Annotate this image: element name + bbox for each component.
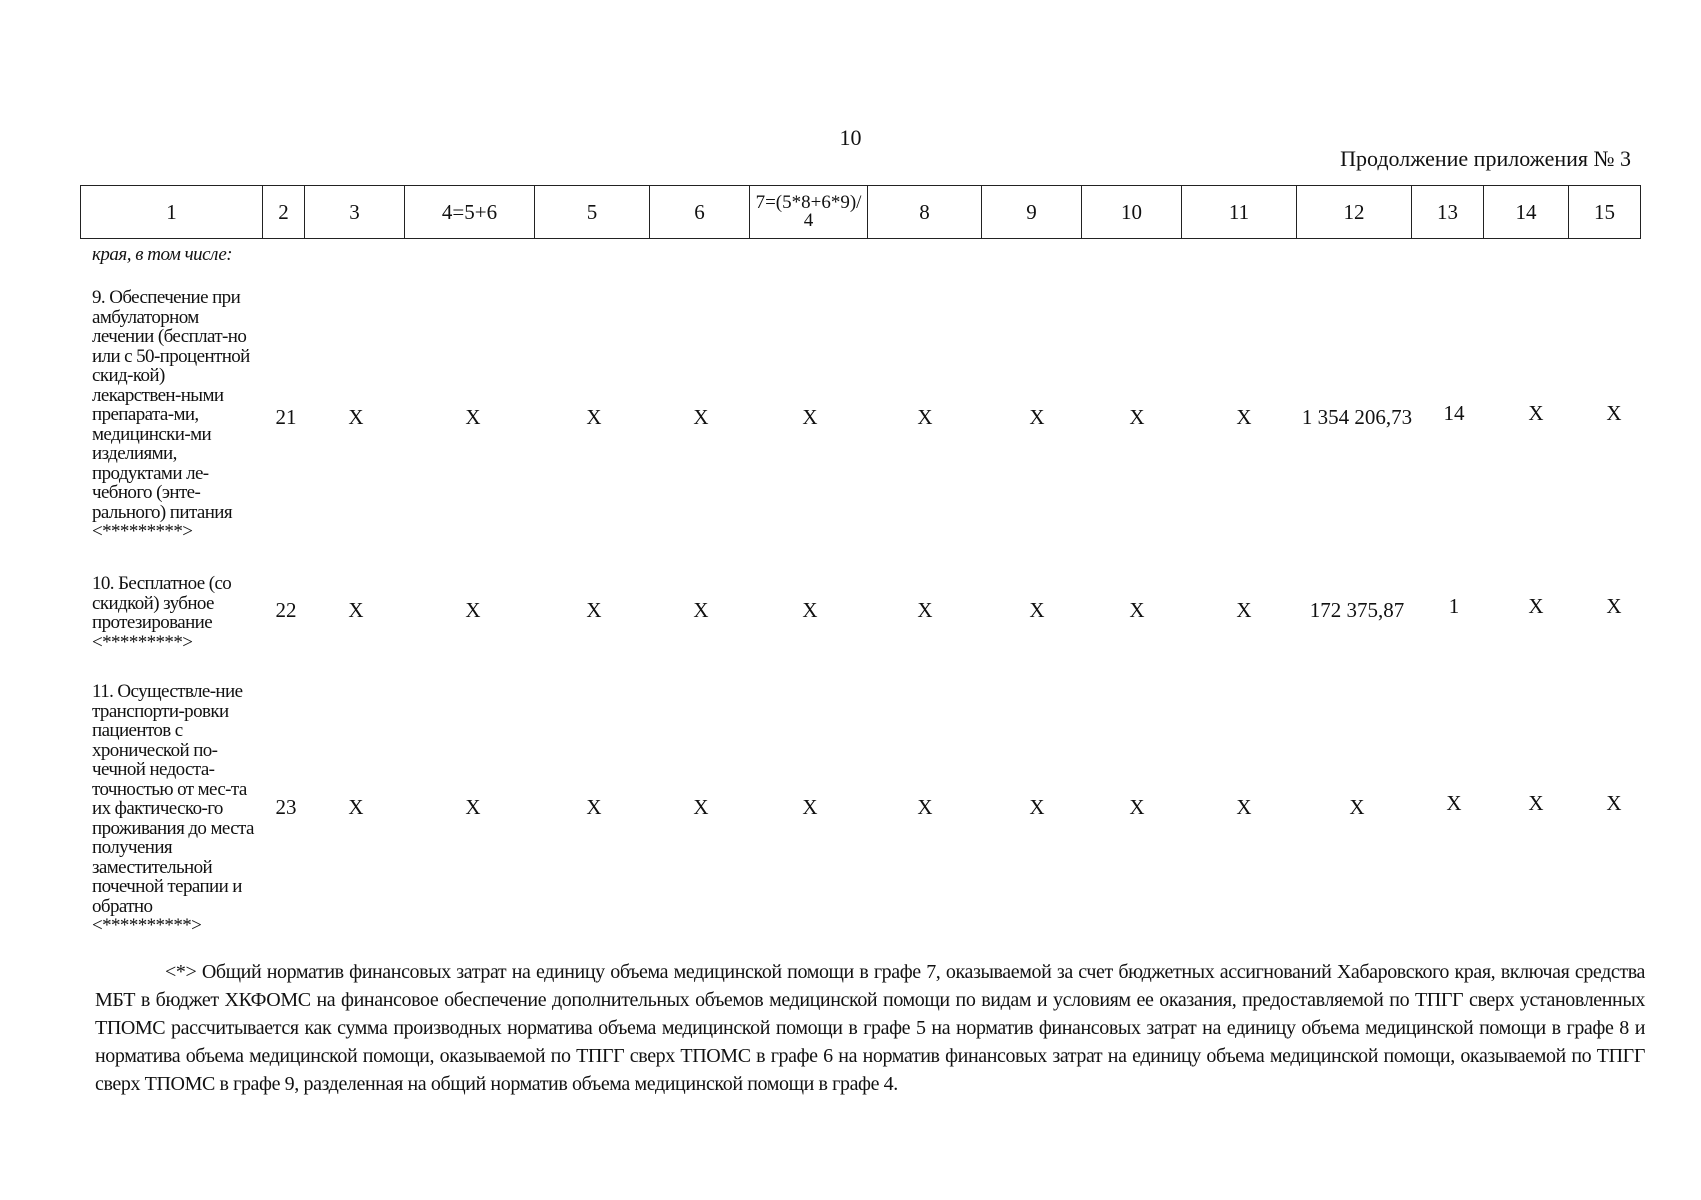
- page-number: 10: [839, 125, 862, 150]
- table-cell: X: [465, 795, 481, 819]
- table-cell: X: [1528, 401, 1544, 425]
- table-cell: 1: [1448, 594, 1460, 618]
- table-cell: X: [1236, 795, 1252, 819]
- table-cell: 1 354 206,73: [1301, 405, 1413, 429]
- table-cell: X: [465, 598, 481, 622]
- table-cell: X: [348, 598, 364, 622]
- table-cell: X: [917, 598, 933, 622]
- table-cell: X: [917, 795, 933, 819]
- table-cell: X: [917, 405, 933, 429]
- table-cell: X: [693, 598, 709, 622]
- table-cell: X: [1606, 401, 1622, 425]
- header-cell: 11: [1182, 186, 1297, 239]
- header-cell: 13: [1412, 186, 1484, 239]
- header-cell: 3: [305, 186, 405, 239]
- table-cell: X: [1606, 791, 1622, 815]
- table-cell: X: [1029, 795, 1045, 819]
- row-label-9: 9. Обеспечение при амбулаторном лечении (бесплат-но или с 50-процентной скид-кой) лекарствен-ными препарата-ми, медицински-ми изделиями, продуктами ле-чебного (энте-рального) питания <*********>: [92, 287, 250, 542]
- header-cell: 1: [81, 186, 263, 239]
- table-cell: X: [802, 795, 818, 819]
- table-cell: X: [586, 405, 602, 429]
- row-number-cell: 23: [275, 795, 297, 819]
- footnote: [95, 958, 1645, 1098]
- header-cell: 2: [263, 186, 305, 239]
- column-header-table: [80, 185, 1641, 239]
- table-cell: X: [348, 795, 364, 819]
- table-cell: X: [348, 405, 364, 429]
- row-number-cell: 22: [275, 598, 297, 622]
- row-label-11: 11. Осуществле-ние транспорти-ровки пациентов с хронической по-чечной недоста-точностью от мес-та их фактическо-го проживания до места получения заместительной почечной терапии и обратно <**********>: [92, 681, 254, 936]
- table-cell: X: [802, 598, 818, 622]
- table-cell: X: [693, 405, 709, 429]
- header-cell: 15: [1569, 186, 1641, 239]
- header-cell: 5: [535, 186, 650, 239]
- table-cell: X: [1129, 598, 1145, 622]
- table-cell: X: [1349, 795, 1365, 819]
- table-cell: X: [1236, 405, 1252, 429]
- table-cell: X: [1029, 598, 1045, 622]
- table-cell: X: [802, 405, 818, 429]
- header-cell: 6: [650, 186, 750, 239]
- header-cell: 10: [1082, 186, 1182, 239]
- row-label-10: 10. Бесплатное (со скидкой) зубное протезирование <*********>: [92, 573, 232, 653]
- footnote-text: <*> Общий норматив финансовых затрат на единицу объема медицинской помощи в графе 7, оказываемой за счет бюджетных ассигнований Хабаровского края, включая средства МБТ в бюджет ХКФОМС на финансовое обеспечение дополнительных объемов медицинской помощи по видам и условиям ее оказания, предоставляемой по ТПГГ сверх установленных ТПОМС рассчитывается как сумма производных норматива объема медицинской помощи в графе 5 на норматив финансовых затрат на единицу объема медицинской помощи в графе 8 и норматива объема медицинской помощи, оказываемой по ТПГГ сверх ТПОМС в графе 6 на норматив финансовых затрат на единицу объема медицинской помощи, оказываемой по ТПГГ сверх ТПОМС в графе 9, разделенная на общий норматив объема медицинской помощи в графе 4.: [95, 961, 1645, 1095]
- header-row: [81, 186, 1641, 239]
- table-cell: X: [1446, 791, 1462, 815]
- table-cell: X: [1528, 594, 1544, 618]
- header-cell: 12: [1297, 186, 1412, 239]
- header-cell: 9: [982, 186, 1082, 239]
- header-cell: 8: [868, 186, 982, 239]
- table-cell: 172 375,87: [1309, 598, 1405, 622]
- appendix-continuation: Продолжение приложения № 3: [1340, 146, 1631, 171]
- table-cell: X: [1129, 405, 1145, 429]
- table-cell: X: [586, 795, 602, 819]
- table-cell: X: [1029, 405, 1045, 429]
- header-cell: 14: [1484, 186, 1569, 239]
- table-cell: X: [465, 405, 481, 429]
- row-number-cell: 21: [275, 405, 297, 429]
- table-cell: X: [1528, 791, 1544, 815]
- header-cell: 4=5+6: [405, 186, 535, 239]
- table-cell: X: [1129, 795, 1145, 819]
- header-cell: 7=(5*8+6*9)/ 4: [750, 186, 868, 239]
- table-cell: X: [693, 795, 709, 819]
- row-prefix-text: края, в том числе:: [92, 244, 233, 265]
- table-cell: 14: [1443, 401, 1465, 425]
- table-cell: X: [586, 598, 602, 622]
- table-cell: X: [1236, 598, 1252, 622]
- table-cell: X: [1606, 594, 1622, 618]
